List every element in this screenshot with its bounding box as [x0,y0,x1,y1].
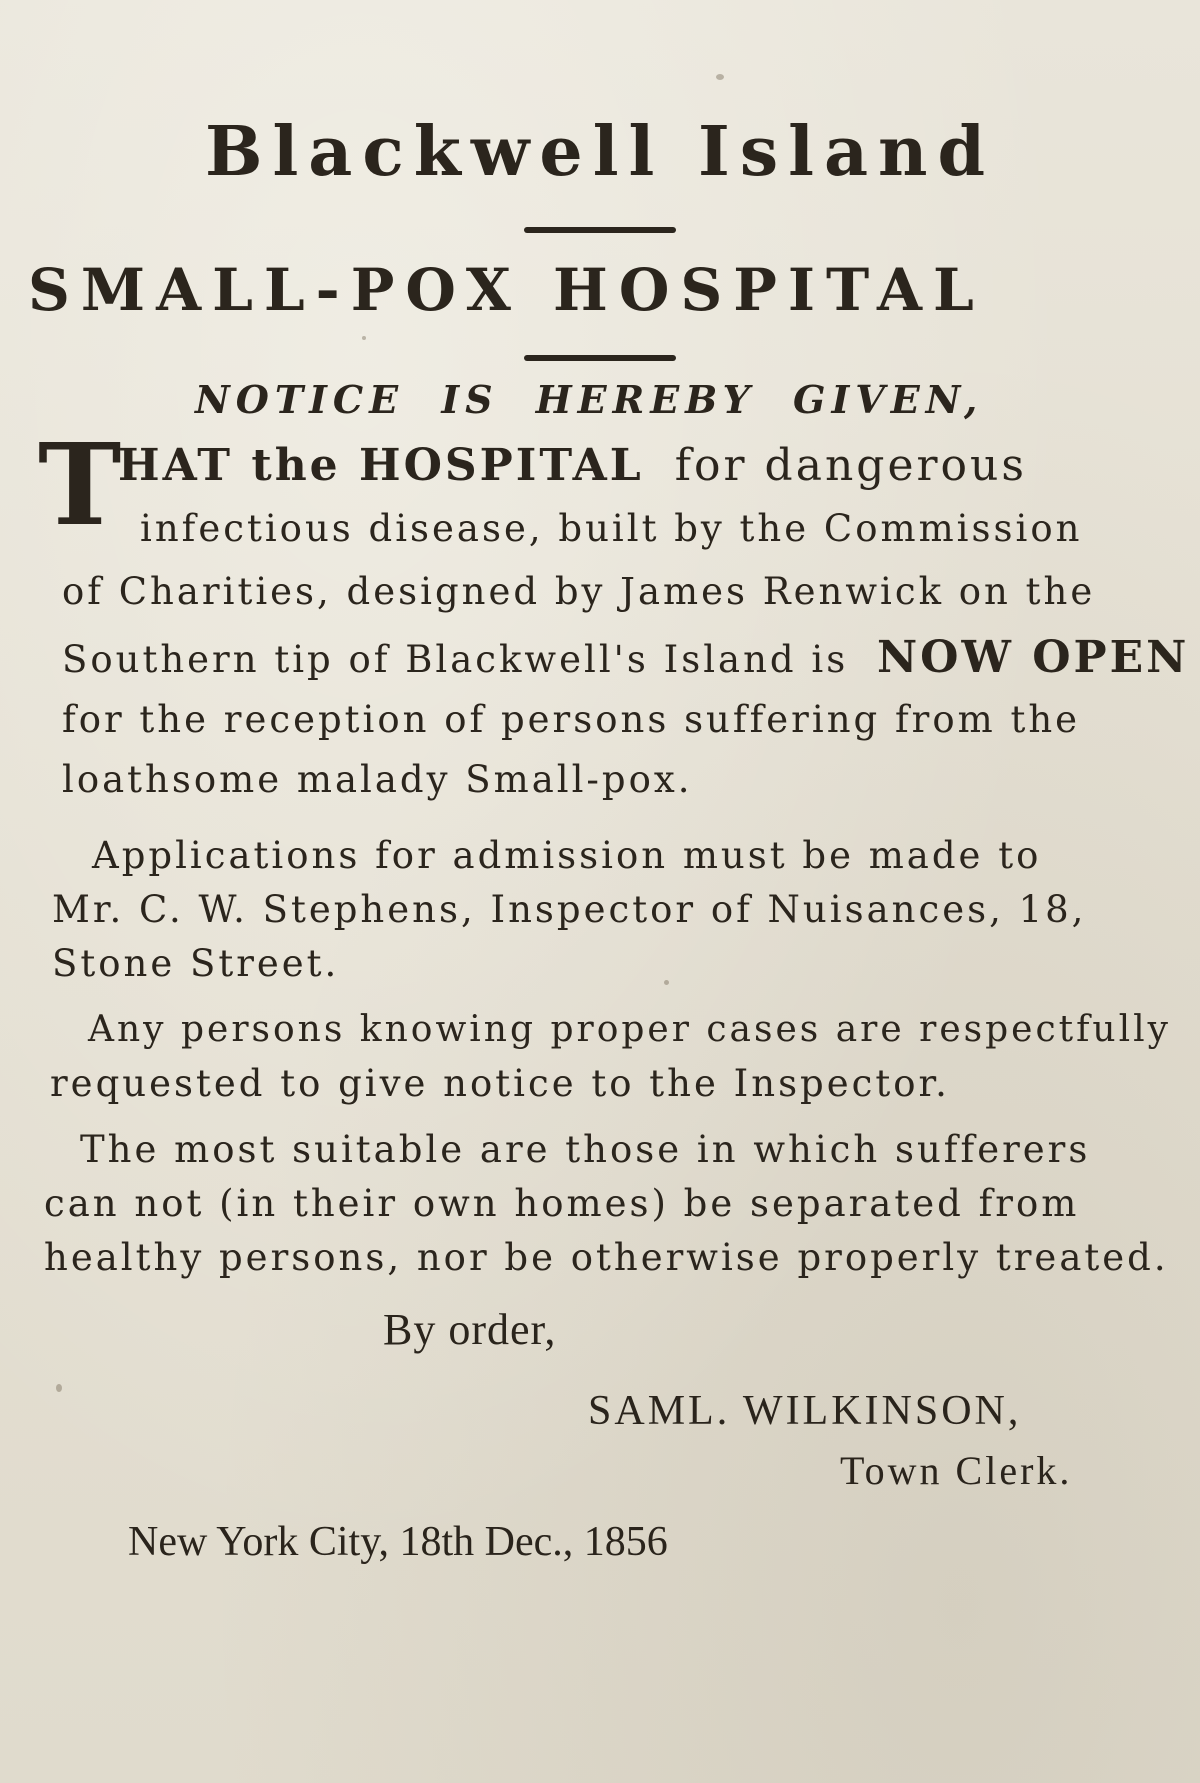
paper-spot [56,1384,62,1392]
page-title: Blackwell Island [205,112,995,192]
paragraph4-line3: healthy persons, nor be otherwise properly treated. [44,1236,1169,1279]
paragraph1-line1-bold: HAT the HOSPITAL [118,440,644,491]
paragraph1-line5: for the reception of persons suffering from the [62,698,1081,741]
paragraph2-line1: Applications for admission must be made to [92,834,1042,877]
paragraph1-line6: loathsome malady Small-pox. [62,758,693,801]
signatory-name: SAML. WILKINSON, [588,1388,1022,1434]
paragraph1-line2: infectious disease, built by the Commission [140,507,1083,550]
paper-spot [362,336,366,340]
subtitle: SMALL-POX HOSPITAL [28,256,985,324]
paragraph1-line1 [118,438,1027,494]
by-order: By order, [383,1305,557,1354]
paragraph1-line4 [62,634,1189,684]
paragraph2-line2: Mr. C. W. Stephens, Inspector of Nuisances, 18, [52,888,1087,931]
title-divider [524,227,676,233]
paper-spot [716,74,724,80]
paragraph1-line4-text: Southern tip of Blackwell's Island is [62,638,849,681]
notice-heading: NOTICE IS HEREBY GIVEN, [195,377,984,422]
paragraph3-line2: requested to give notice to the Inspector. [50,1062,950,1105]
subtitle-divider [524,355,676,361]
dateline: New York City, 18th Dec., 1856 [128,1519,668,1565]
paragraph3-line1: Any persons knowing proper cases are respectfully [88,1009,1171,1050]
drop-cap: T [38,420,122,551]
paragraph2-line3: Stone Street. [52,942,340,985]
paper-spot [664,980,669,985]
paragraph4-line2: can not (in their own homes) be separated from [44,1182,1080,1225]
paragraph4-line1: The most suitable are those in which sufferers [80,1128,1091,1171]
now-open-emphasis: NOW OPEN [876,632,1190,683]
signatory-title: Town Clerk. [840,1448,1073,1493]
paragraph1-line3: of Charities, designed by James Renwick on the [62,570,1096,613]
paragraph1-line1-rest: for dangerous [674,440,1027,491]
